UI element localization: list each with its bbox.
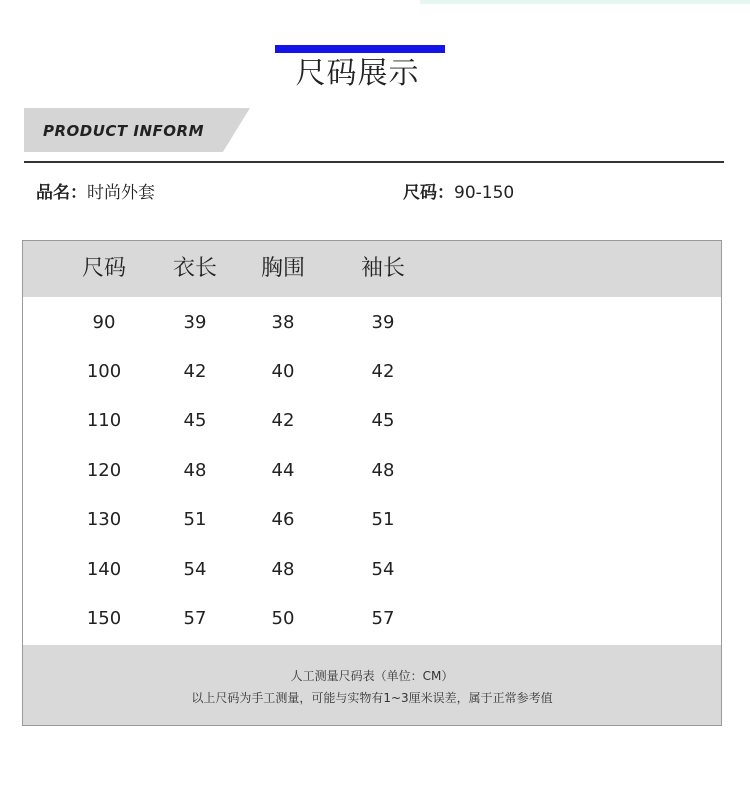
table-row [23, 396, 721, 445]
table-row [23, 495, 721, 544]
table-row [23, 594, 721, 643]
cell-sleeve: 42 [371, 361, 395, 382]
cell-size: 150 [86, 608, 122, 629]
cell-length: 57 [183, 608, 207, 629]
cell-size: 100 [86, 361, 122, 382]
table-row [23, 545, 721, 594]
header-length: 衣长 [172, 256, 217, 281]
header-sleeve: 袖长 [360, 256, 405, 281]
size-table [22, 240, 722, 726]
header-chest: 胸围 [260, 256, 305, 281]
cell-chest: 40 [271, 361, 295, 382]
cell-sleeve: 57 [371, 608, 395, 629]
cell-chest: 42 [271, 410, 295, 431]
table-row [23, 446, 721, 495]
section-banner-label: PRODUCT INFORM [43, 122, 204, 140]
product-size-range [403, 180, 514, 206]
table-row [23, 347, 721, 396]
measurement-note: 人工测量尺码表（单位：CM） [290, 669, 454, 683]
cell-length: 39 [183, 312, 207, 333]
cell-length: 48 [183, 460, 207, 481]
cell-size: 140 [86, 559, 122, 580]
cell-chest: 48 [271, 559, 295, 580]
cell-sleeve: 54 [371, 559, 395, 580]
cell-chest: 50 [271, 608, 295, 629]
cell-length: 54 [183, 559, 207, 580]
cell-sleeve: 39 [371, 312, 395, 333]
divider [24, 161, 724, 163]
cell-size: 90 [92, 312, 116, 333]
cell-length: 42 [183, 361, 207, 382]
cell-chest: 38 [271, 312, 295, 333]
size-range-value: 90-150 [454, 183, 515, 203]
page-title: 尺码展示 [295, 56, 420, 91]
product-name-value: 时尚外套 [87, 183, 155, 203]
cell-sleeve: 45 [371, 410, 395, 431]
product-name-key: 品名： [36, 183, 87, 203]
table-footer [23, 645, 721, 725]
cell-sleeve: 48 [371, 460, 395, 481]
cell-size: 110 [86, 410, 122, 431]
header-size: 尺码 [81, 256, 126, 281]
top-decoration [420, 0, 750, 4]
size-range-key: 尺码： [403, 183, 454, 203]
table-header [23, 241, 721, 297]
title-accent-bar [275, 45, 445, 53]
tolerance-note: 以上尺码为手工测量，可能与实物有1~3厘米误差，属于正常参考值 [191, 691, 553, 705]
cell-length: 45 [183, 410, 207, 431]
cell-chest: 46 [271, 509, 295, 530]
product-name [36, 180, 155, 206]
table-row [23, 298, 721, 347]
cell-chest: 44 [271, 460, 295, 481]
cell-length: 51 [183, 509, 207, 530]
cell-size: 120 [86, 460, 122, 481]
cell-size: 130 [86, 509, 122, 530]
cell-sleeve: 51 [371, 509, 395, 530]
